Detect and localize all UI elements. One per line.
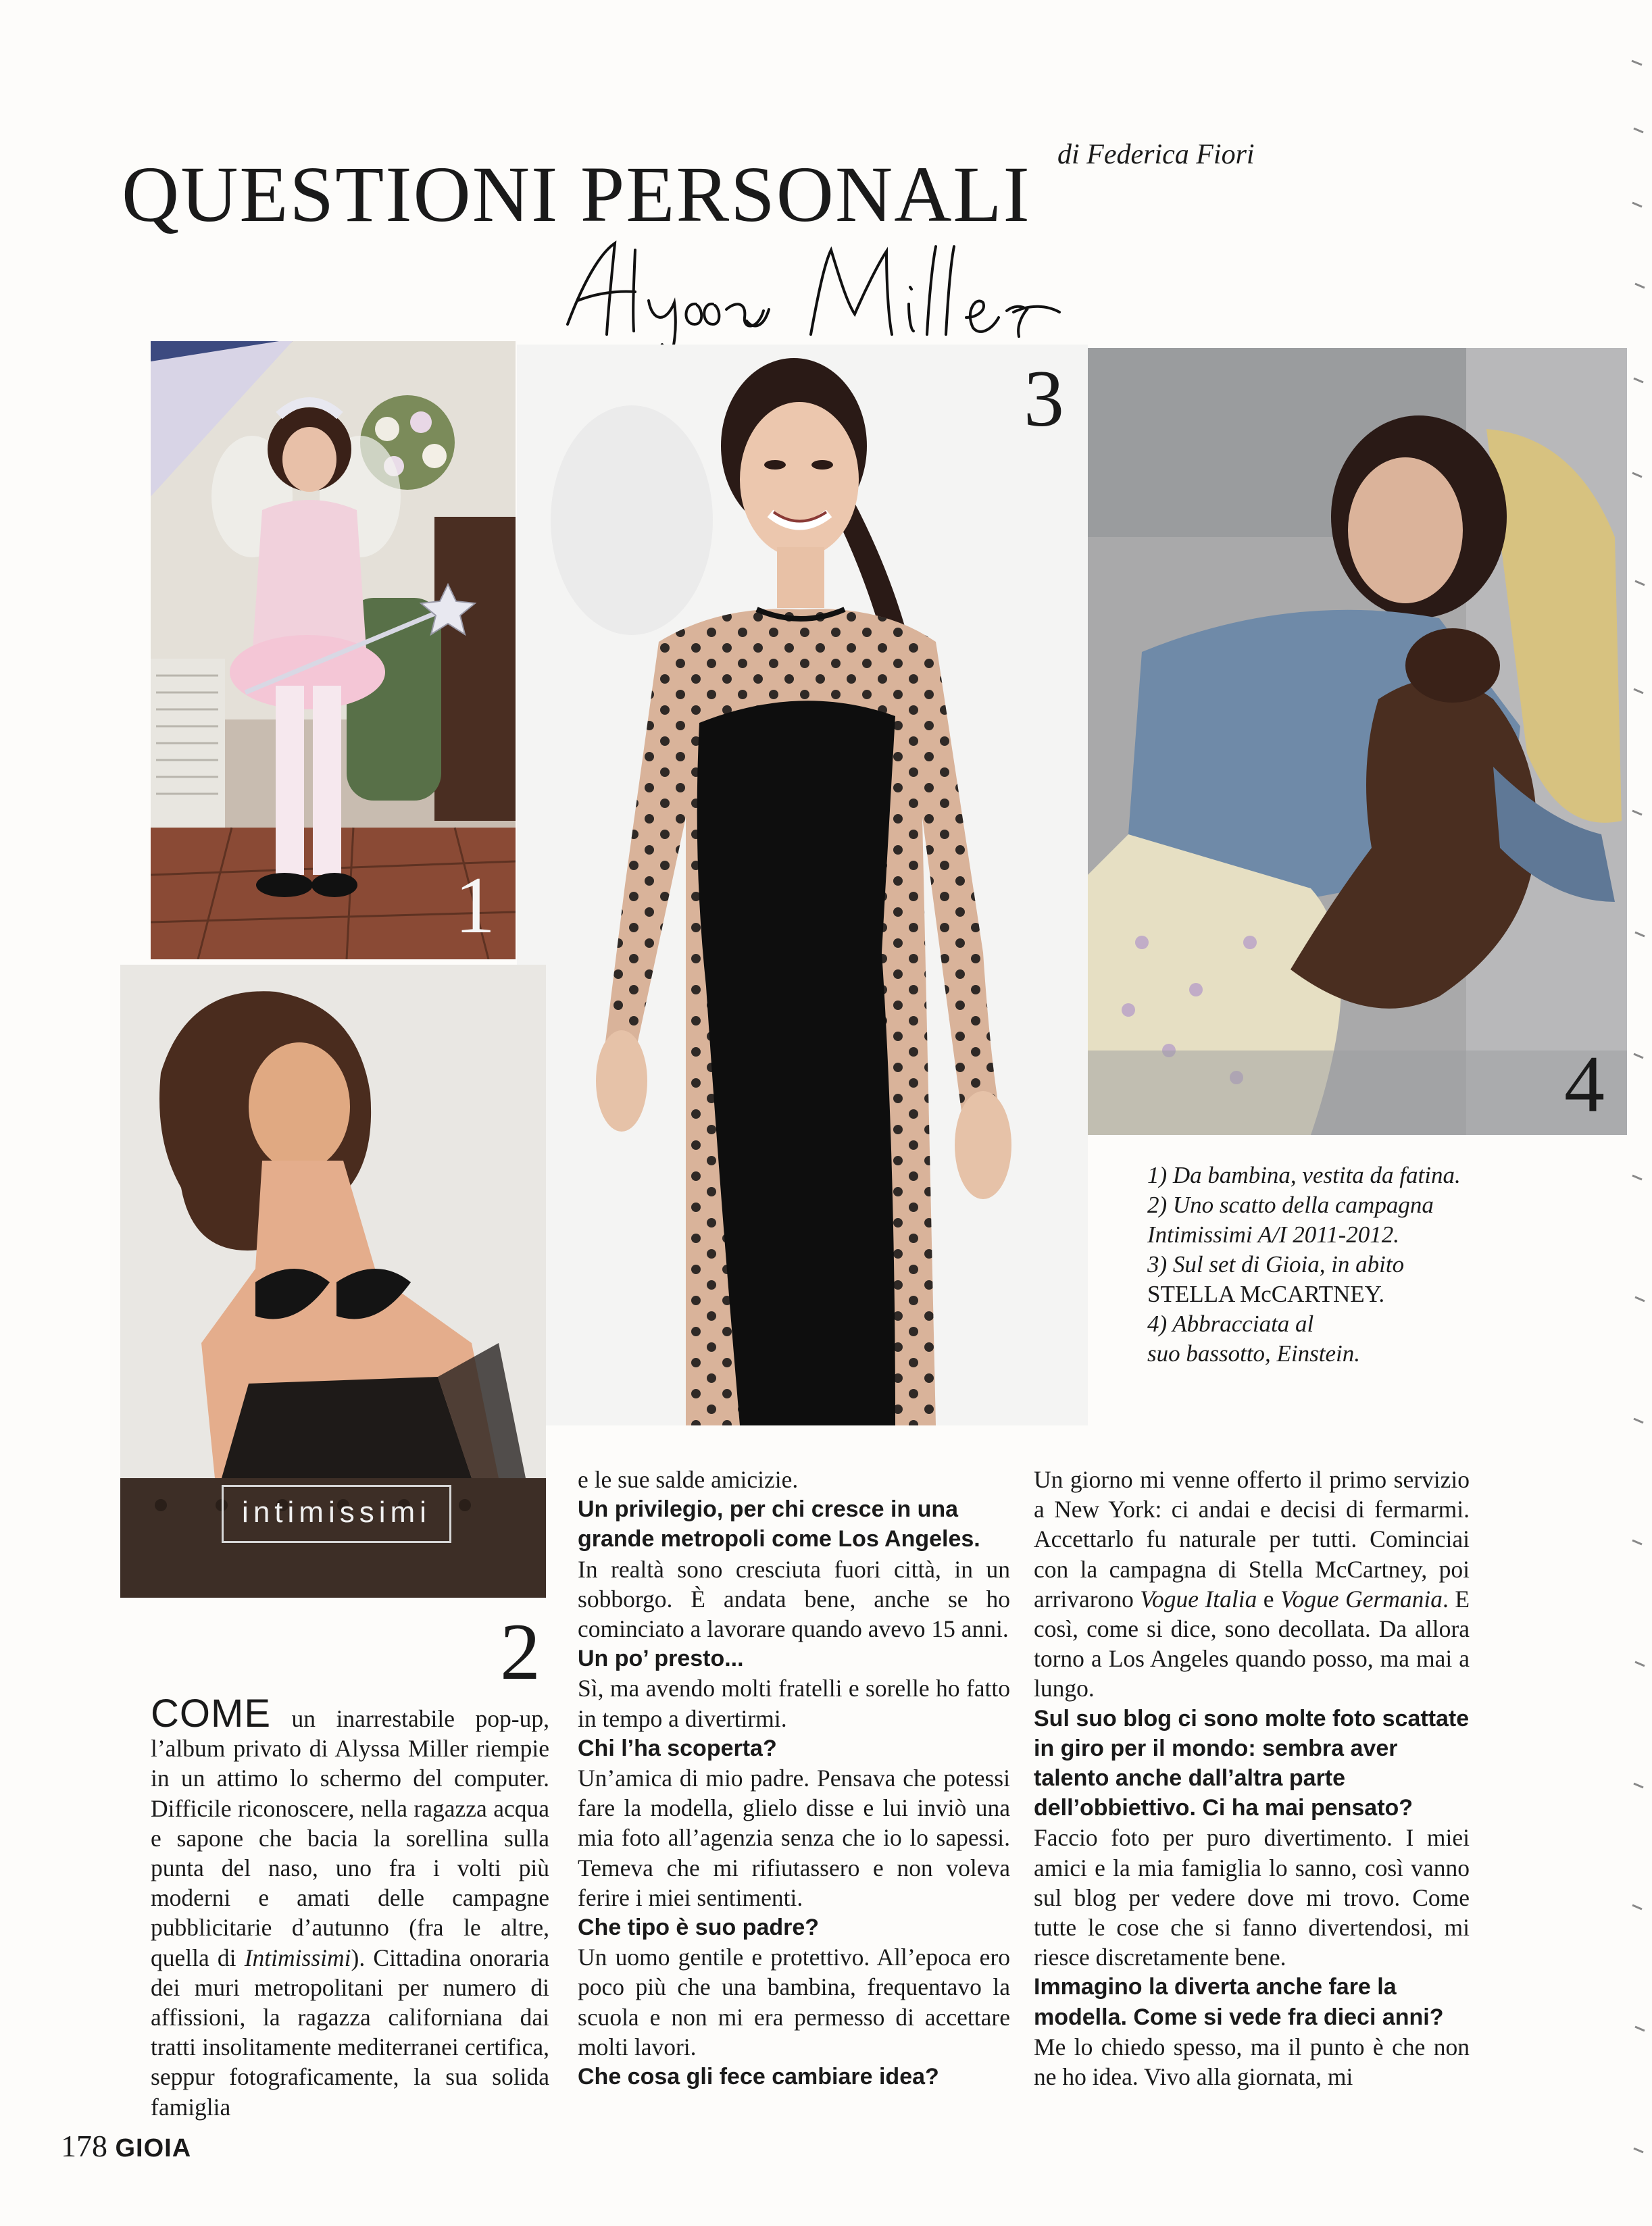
page-number: 178 [61,2129,107,2163]
caption-line: 3) Sul set di Gioia, in abito [1147,1251,1405,1278]
question: Immagino la diverta anche fare la modella. Come si vede fra dieci anni? [1034,1974,1444,2030]
answer: Un’amica di mio padre. Pensava che potessi fare la modella, glielo disse e lui inviò una mia foto all’agenzia senza che io lo sapessi. Temeva che mi rifiutassero e non voleva ferire i miei sentimenti. [578,1765,1010,1911]
lead-text: un inarrestabile pop-up, l’album privato di Alyssa Miller riempie in un attimo lo schermo del computer. Difficile riconoscere, nella ragazza acqua e sapone che bacia la sorellina sulla punta del naso, uno fra i volti più moderni e amati delle campagne pubblicitarie d’autunno (fra le altre, quella di [151,1705,549,1971]
caption-line: 1) Da bambina, vestita da fatina. [1147,1162,1461,1188]
answer-text: e [1257,1585,1280,1613]
photo-caption [1147,1161,1526,1369]
magazine-name: GIOIA [115,2134,192,2162]
caption-line: 2) Uno scatto della campagna [1147,1192,1434,1218]
magazine-italic: Vogue Italia [1140,1585,1257,1613]
photo-child-fairy [151,341,516,959]
lead-text-end: ). Cittadina onoraria dei muri metropolitani per numero di affissioni, la ragazza californiana dai tratti insolitamente mediterranei certifica, seppur fotograficamente, la sua solida famiglia [151,1944,549,2121]
page-folio [61,2128,191,2164]
byline: di Federica Fiori [1057,139,1255,170]
dress-illustration [517,345,1088,1425]
question: Un privilegio, per chi cresce in una grande metropoli come Los Angeles. [578,1496,980,1552]
answer: e le sue salde amicizie. [578,1466,799,1493]
brand-italic: Intimissimi [244,1944,351,1971]
magazine-italic: Vogue Germania [1280,1585,1443,1613]
answer: Sì, ma avendo molti fratelli e sorelle ho fatto in tempo a divertirmi. [578,1675,1010,1732]
answer-text: Un giorno mi venne offerto il primo servizio a New York: ci andai e decisi di fermarmi. Accettarlo fu naturale per tutti. Cominciai con la campagna di Stella McCartney, poi arrivarono [1034,1466,1470,1613]
question: Chi l’ha scoperta? [578,1735,777,1761]
article-column-3 [1034,1465,1470,2092]
question: Un po’ presto... [578,1646,744,1672]
answer-text: . E così, come si dice, sono decollata. Da allora torno a Los Angeles quando posso, ma mai a lungo. [1034,1585,1470,1702]
lead-paragraph [151,1692,549,2122]
answer: In realtà sono cresciuta fuori città, in un sobborgo. È andata bene, anche se ho cominciato a lavorare quando avevo 15 anni. [578,1555,1010,1643]
intimissimi-logo: intimissimi [242,1496,431,1529]
question: Sul suo blog ci sono molte foto scattate in giro per il mondo: sembra aver talento anche dall’altra parte dell’obbiettivo. Ci ha mai pensato? [1034,1705,1470,1821]
article-column-2 [578,1465,1010,2092]
photo-polka-dot-dress [517,345,1088,1425]
caption-line: Intimissimi A/I 2011-2012. [1147,1221,1400,1248]
caption-line: STELLA McCARTNEY. [1147,1281,1385,1307]
photo-number: 3 [1024,353,1064,443]
photo-lingerie-campaign [120,965,546,1598]
page-edge-marks [1622,0,1652,2226]
lead-word: COME [151,1692,271,1736]
photo-number-2: 2 [500,1607,541,1696]
page-title: QUESTIONI PERSONALI [122,150,1031,239]
answer: Un uomo gentile e protettivo. All’epoca ero poco più che una bambina, frequentavo la scuola e non mi era permesso di accettare molti lavori. [578,1944,1010,2060]
photo-number: 1 [455,860,495,950]
dog-hug-illustration [1088,348,1627,1135]
caption-line: suo bassotto, Einstein. [1147,1340,1361,1367]
answer: Me lo chiedo spesso, ma il punto è che non ne ho idea. Vivo alla giornata, mi [1034,2033,1470,2091]
photo-number: 4 [1564,1039,1605,1129]
photo-woman-with-dachshund [1088,348,1627,1135]
question: Che tipo è suo padre? [578,1915,820,1941]
answer: Faccio foto per puro divertimento. I miei amici e la mia famiglia lo sanno, così vanno sul blog per vedere dove mi trovo. Come tutte le cose che si fanno divertendosi, mi riesce discretamente bene. [1034,1824,1470,1971]
question: Che cosa gli fece cambiare idea? [578,2064,939,2090]
caption-line: 4) Abbracciata al [1147,1311,1314,1337]
article-column-1 [151,1692,549,2122]
answer [1034,1465,1470,1704]
